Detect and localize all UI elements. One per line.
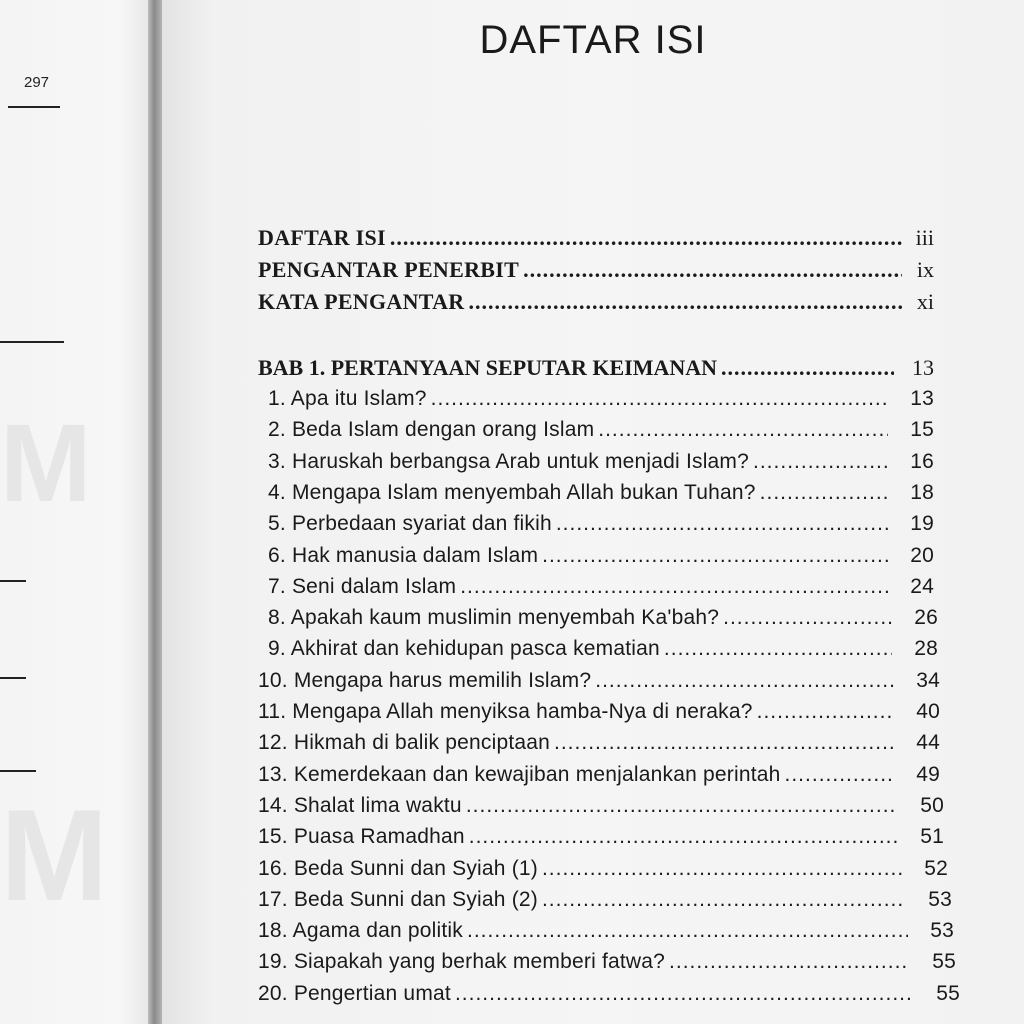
toc-entry[interactable] <box>258 919 954 943</box>
toc-entry[interactable] <box>268 637 938 661</box>
dot-leader <box>542 888 906 912</box>
dot-leader <box>390 225 902 251</box>
toc-page-number: 53 <box>930 919 954 942</box>
toc-page-number: iii <box>915 225 934 250</box>
toc-page-number: 34 <box>916 669 940 692</box>
page-title: DAFTAR ISI <box>479 18 707 62</box>
toc-entry-label: 18. Agama dan politik <box>258 919 464 942</box>
dot-leader <box>431 387 888 411</box>
toc-page-number: 55 <box>936 982 960 1005</box>
toc-page-number: 40 <box>916 700 940 723</box>
left-rule <box>8 106 60 108</box>
toc-entry-label: 8. Apakah kaum muslimin menyembah Ka'bah? <box>268 606 720 629</box>
ghost-print-through: M <box>0 402 92 525</box>
dot-leader <box>455 982 914 1006</box>
dot-leader <box>466 794 898 818</box>
dot-leader <box>467 919 908 943</box>
toc-entry-label: 9. Akhirat dan kehidupan pasca kematian <box>268 637 660 660</box>
toc-entry[interactable] <box>268 387 934 411</box>
dot-leader <box>469 825 898 849</box>
toc-page-number: 16 <box>910 450 934 473</box>
toc-page-number: 50 <box>920 794 944 817</box>
toc-entry[interactable] <box>258 950 956 974</box>
toc-page-number: 52 <box>924 857 948 880</box>
toc-entry-label: 12. Hikmah di balik penciptaan <box>258 731 551 754</box>
dot-leader <box>460 575 888 599</box>
left-page <box>0 0 149 1024</box>
toc-page-number: 55 <box>932 950 956 973</box>
toc-page-number: ix <box>916 257 934 282</box>
toc-entry-label: 15. Puasa Ramadhan <box>258 825 465 848</box>
toc-entry-label: 16. Beda Sunni dan Syiah (1) <box>258 857 538 880</box>
toc-page-number: 24 <box>910 575 934 598</box>
toc-page-number: 26 <box>914 606 938 629</box>
toc-entry-label: 6. Hak manusia dalam Islam <box>268 544 539 567</box>
toc-entry[interactable] <box>258 731 940 755</box>
toc-page-number: 13 <box>912 355 934 380</box>
toc-page-number: 20 <box>910 544 934 567</box>
dot-leader <box>542 544 888 568</box>
toc-entry-label: 4. Mengapa Islam menyembah Allah bukan Tuhan? <box>268 481 756 504</box>
toc-entry-label: 7. Seni dalam Islam <box>268 575 457 598</box>
toc-page-number: 28 <box>914 637 938 660</box>
dot-leader <box>785 763 894 787</box>
toc-entry[interactable] <box>258 700 940 724</box>
dot-leader <box>556 512 888 536</box>
toc-page-number: 51 <box>920 825 944 848</box>
toc-page-number: 13 <box>910 387 934 410</box>
toc-entry[interactable] <box>268 450 934 474</box>
toc-entry[interactable] <box>268 481 934 505</box>
toc-entry[interactable] <box>268 575 934 599</box>
dot-leader <box>595 669 894 693</box>
toc-entry[interactable] <box>258 888 952 912</box>
left-rule <box>0 341 64 343</box>
left-rule <box>0 580 26 582</box>
toc-entry[interactable] <box>268 512 934 536</box>
toc-page-number: 44 <box>916 731 940 754</box>
toc-entry[interactable] <box>258 794 944 818</box>
toc-entry[interactable] <box>258 982 960 1006</box>
toc-page-number: 18 <box>910 481 934 504</box>
toc-entry-label: 10. Mengapa harus memilih Islam? <box>258 669 592 692</box>
toc-entry-label: PENGANTAR PENERBIT <box>258 257 520 282</box>
dot-leader <box>669 950 910 974</box>
toc-entry-label: 11. Mengapa Allah menyiksa hamba-Nya di neraka? <box>258 700 753 723</box>
toc-entry-label: 1. Apa itu Islam? <box>268 387 427 410</box>
toc-entry[interactable] <box>268 418 934 442</box>
toc-entry[interactable] <box>268 606 938 630</box>
dot-leader <box>721 355 894 381</box>
left-page-number: 297 <box>24 74 50 91</box>
toc-page-number: xi <box>916 289 934 314</box>
toc-entry-label: DAFTAR ISI <box>258 225 386 250</box>
toc-entry-label: 13. Kemerdekaan dan kewajiban menjalankan perintah <box>258 763 781 786</box>
toc-entry[interactable] <box>258 763 940 787</box>
dot-leader <box>523 257 902 283</box>
toc-entry-label: 14. Shalat lima waktu <box>258 794 462 817</box>
dot-leader <box>664 637 892 661</box>
toc-entry-label: 5. Perbedaan syariat dan fikih <box>268 512 552 535</box>
toc-entry[interactable] <box>258 857 948 881</box>
toc-chapter-heading[interactable] <box>258 355 934 381</box>
book-gutter <box>148 0 162 1024</box>
toc-page-number: 53 <box>928 888 952 911</box>
toc-entry[interactable] <box>258 669 940 693</box>
toc-front-matter-item[interactable] <box>258 257 934 283</box>
toc-entry-label: 17. Beda Sunni dan Syiah (2) <box>258 888 538 911</box>
toc-page-number: 15 <box>910 418 934 441</box>
toc-entry-label: 19. Siapakah yang berhak memberi fatwa? <box>258 950 666 973</box>
toc-page-number: 49 <box>916 763 940 786</box>
toc-front-matter-item[interactable] <box>258 225 934 251</box>
left-rule <box>0 677 26 679</box>
toc-entry-label: KATA PENGANTAR <box>258 289 465 314</box>
toc-entry[interactable] <box>268 544 934 568</box>
ghost-print-through: M <box>0 782 109 928</box>
toc-entry[interactable] <box>258 825 944 849</box>
dot-leader <box>760 481 888 505</box>
dot-leader <box>542 857 902 881</box>
toc-front-matter-item[interactable] <box>258 289 934 315</box>
left-rule <box>0 770 36 772</box>
toc-page-number: 19 <box>910 512 934 535</box>
dot-leader <box>469 289 903 315</box>
dot-leader <box>753 450 888 474</box>
toc-entry-label: 3. Haruskah berbangsa Arab untuk menjadi Islam? <box>268 450 750 473</box>
dot-leader <box>554 731 894 755</box>
dot-leader <box>598 418 888 442</box>
dot-leader <box>757 700 894 724</box>
toc-entry-label: 2. Beda Islam dengan orang Islam <box>268 418 595 441</box>
toc-entry-label: BAB 1. PERTANYAAN SEPUTAR KEIMANAN <box>258 355 718 380</box>
dot-leader <box>723 606 892 630</box>
toc-entry-label: 20. Pengertian umat <box>258 982 451 1005</box>
